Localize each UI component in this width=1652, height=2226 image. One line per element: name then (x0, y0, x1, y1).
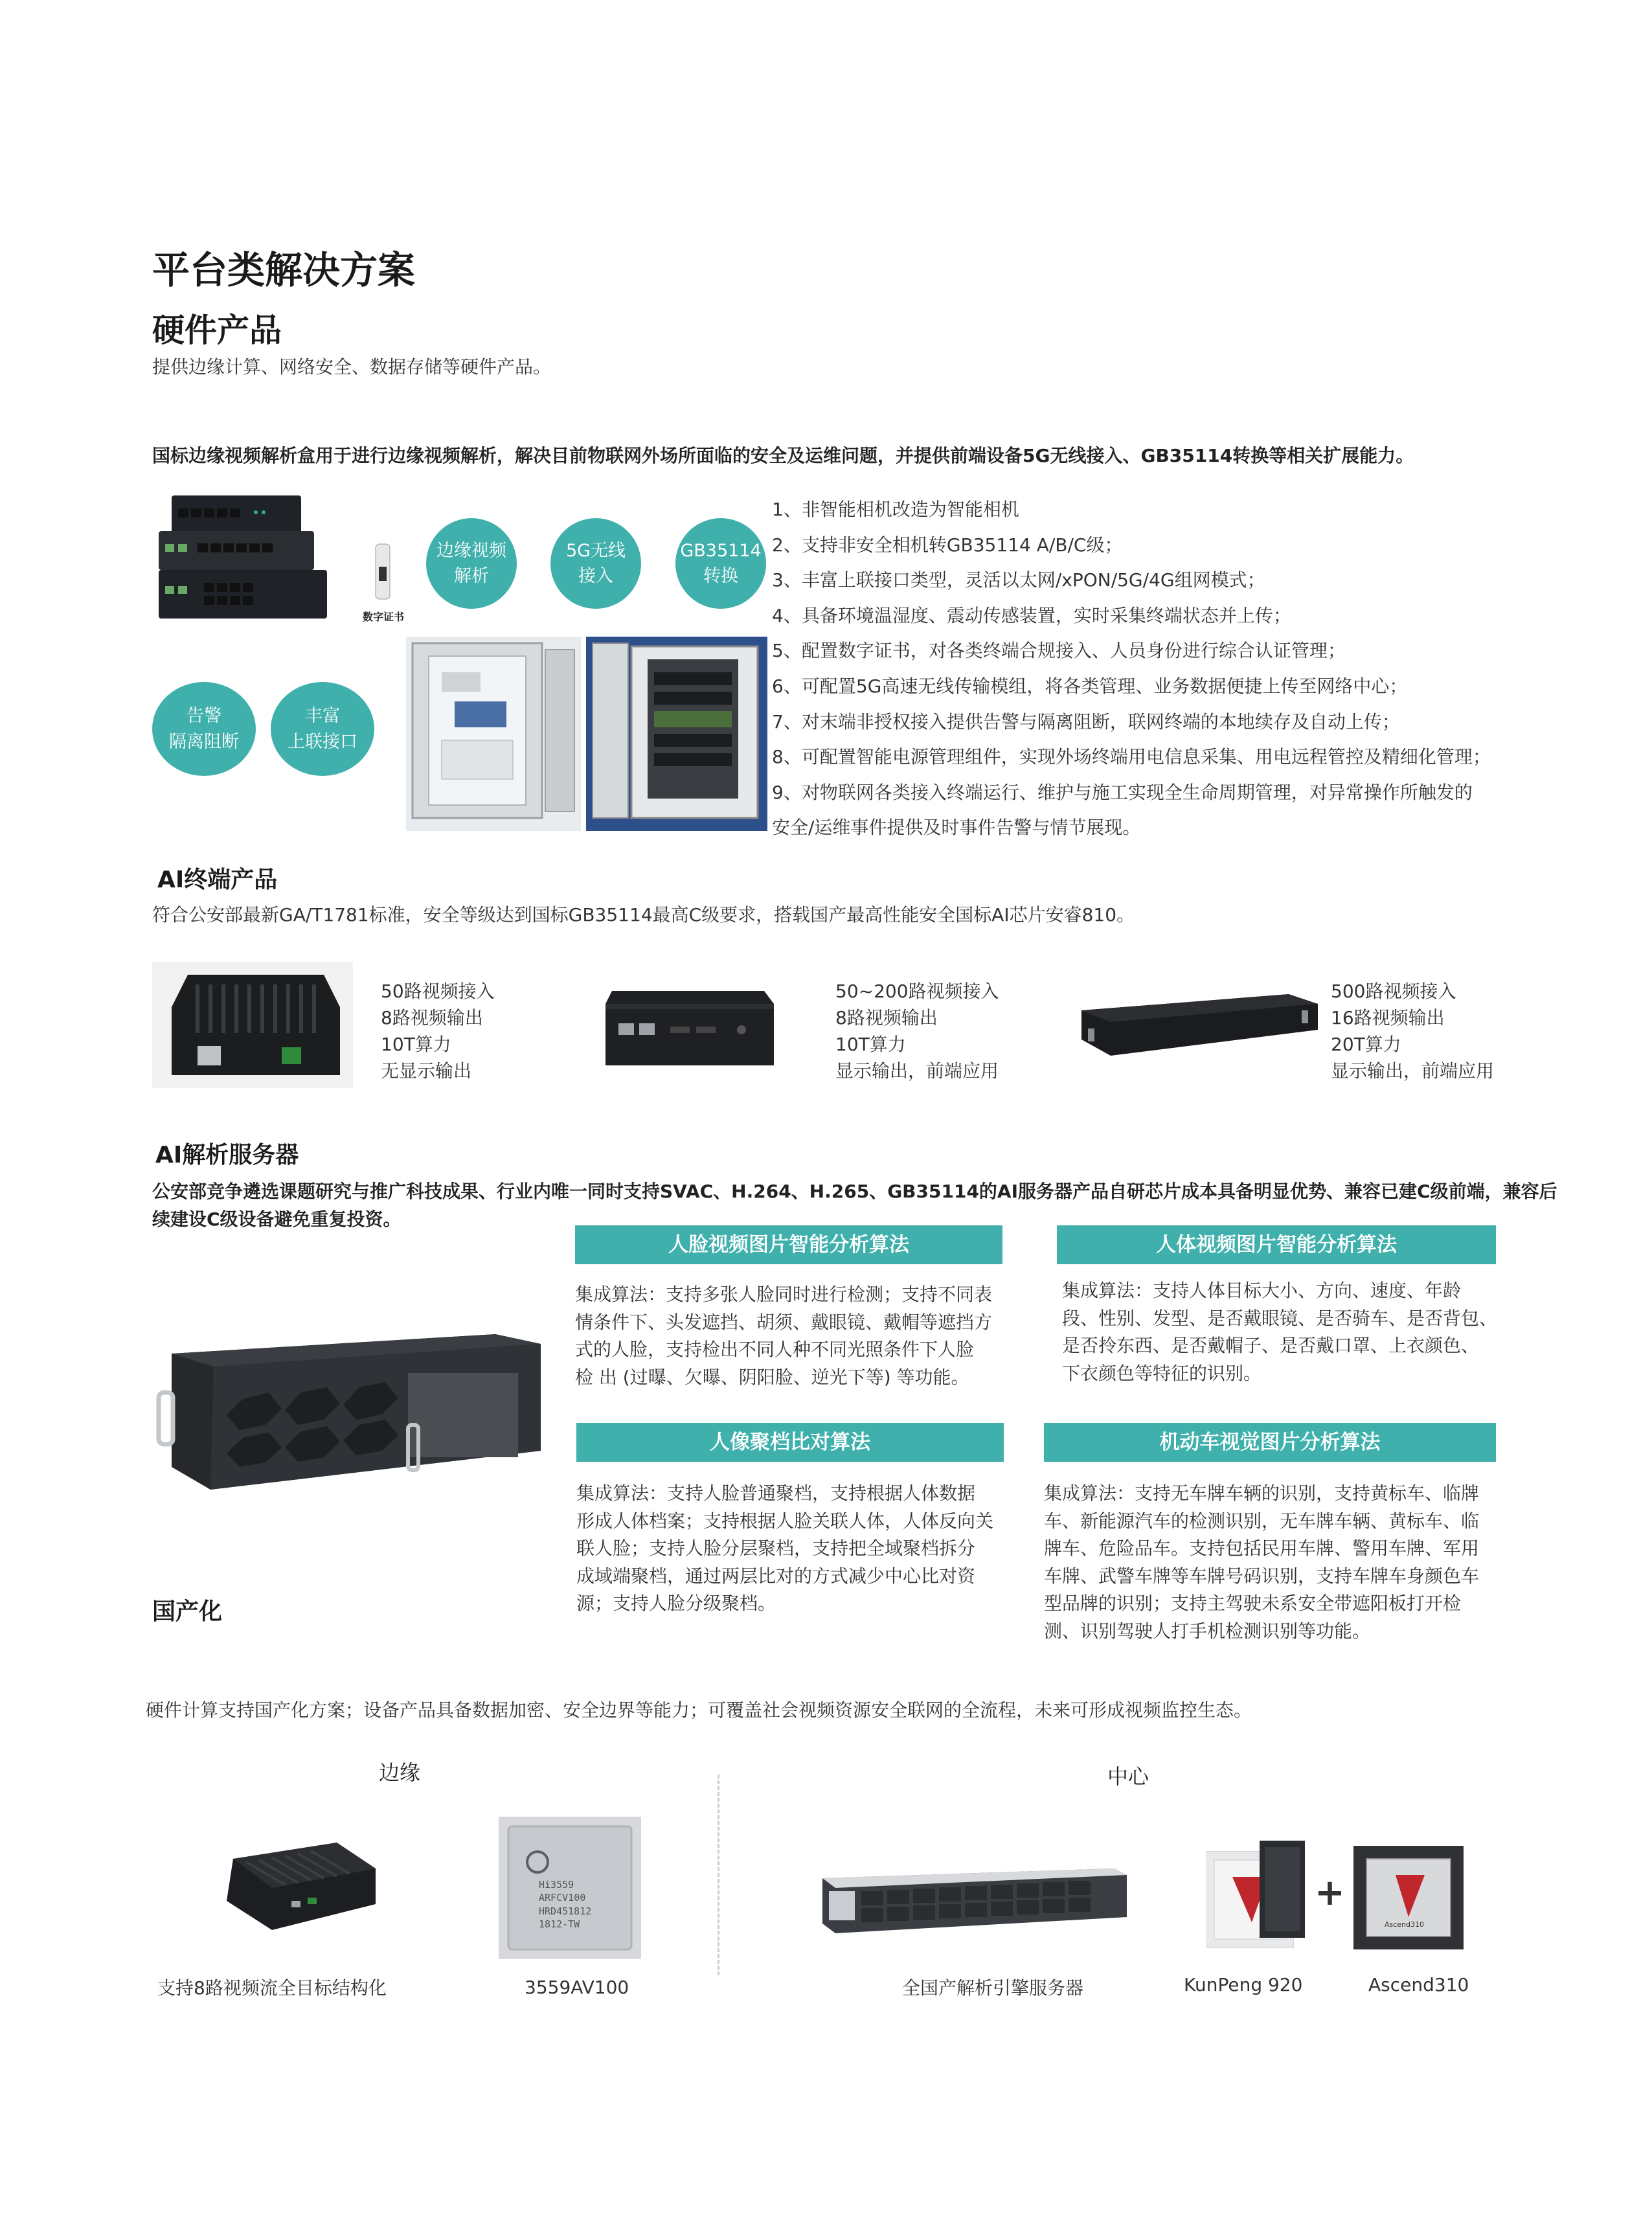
edge-box-image (214, 1833, 382, 1943)
feature-5: 5、配置数字证书，对各类终端合规接入、人员身份进行综合认证管理； (772, 640, 1346, 661)
ai-terminal-3-specs: 500路视频接入 16路视频输出 20T算力 显示输出，前端应用 (1331, 981, 1495, 1082)
caption-edge-box: 支持8路视频流全目标结构化 (157, 1977, 387, 1999)
ai-terminal-2-specs: 50~200路视频接入 8路视频输出 10T算力 显示输出，前端应用 (835, 981, 999, 1082)
badge-edge-video: 边缘视频 解析 (426, 518, 517, 609)
domestic-desc: 硬件计算支持国产化方案；设备产品具备数据加密、安全边界等能力；可覆盖社会视频资源安全联网的全流程，未来可形成视频监控生态。 (146, 1699, 1252, 1721)
ai-server-title: AI解析服务器 (155, 1142, 299, 1168)
ai-terminal-device-1-image (152, 962, 353, 1088)
plus-icon: + (1315, 1872, 1345, 1914)
badge-gb35114: GB35114 转换 (675, 518, 766, 609)
ai-server-desc: 公安部竞争遴选课题研究与推广科技成果、行业内唯一同时支持SVAC、H.264、H.265、GB35114的AI服务器产品自研芯片成本具备明显优势、兼容已建C级前端，兼容后 续建设C级设备避免重复投资。 (152, 1181, 1557, 1231)
badge-alarm-isolation: 告警 隔离阻断 (152, 682, 256, 776)
feature-9: 9、对物联网各类接入终端运行、维护与施工实现全生命周期管理，对异常操作所触发的 (772, 782, 1473, 803)
algo-face-title: 人脸视频图片智能分析算法 (575, 1225, 1002, 1264)
center-label: 中心 (1107, 1764, 1149, 1789)
caption-kunpeng: KunPeng 920 (1184, 1974, 1303, 1995)
caption-ascend: Ascend310 (1368, 1974, 1469, 1995)
feature-2: 2、支持非安全相机转GB35114 A/B/C级； (772, 534, 1123, 556)
cert-label: 数字证书 (363, 611, 405, 623)
algo-vehicle-title: 机动车视觉图片分析算法 (1044, 1423, 1496, 1462)
feature-3: 3、丰富上联接口类型，灵活以太网/xPON/5G/4G组网模式； (772, 569, 1265, 591)
cabinet-rack-image (586, 637, 767, 831)
algo-body-desc: 集成算法：支持人体目标大小、方向、速度、年龄 段、性别、发型、是否戴眼镜、是否骑车、是否背包、 是否拎东西、是否戴帽子、是否戴口罩、上衣颜色、 下衣颜色等特征的识别。 (1062, 1280, 1498, 1384)
feature-4: 4、具备环境温湿度、震动传感装置，实时采集终端状态并上传； (772, 605, 1291, 626)
algo-vehicle-desc: 集成算法：支持无车牌车辆的识别，支持黄标车、临牌 车、新能源汽车的检测识别，无车牌车辆、黄标车、临 牌车、危险品车。支持包括民用车牌、警用车牌、军用 车牌、武警车牌等车牌号码识别，支持车牌车身颜色车 型品牌的识别；支持主驾驶未系安全带遮阳板打开检 测、识别驾驶人打手机检测识别等功能。 (1044, 1482, 1480, 1642)
hardware-title: 硬件产品 (152, 312, 282, 349)
ai-server-image (152, 1328, 547, 1499)
ai-terminal-device-2-image (599, 978, 780, 1075)
feature-8: 8、可配置智能电源管理组件，实现外场终端用电信息采集、用电远程管控及精细化管理； (772, 746, 1491, 767)
caption-server: 全国产解析引擎服务器 (902, 1977, 1084, 1999)
section-divider (718, 1775, 719, 1975)
caption-edge-chip: 3559AV100 (525, 1977, 629, 1998)
edge-box-stack-image (152, 489, 405, 628)
hardware-intro: 国标边缘视频解析盒用于进行边缘视频解析，解决目前物联网外场所面临的安全及运维问题，并提供前端设备5G无线接入、GB35114转换等相关扩展能力。 (152, 445, 1414, 466)
page-title: 平台类解决方案 (152, 248, 416, 292)
algo-face-desc: 集成算法：支持多张人脸同时进行检测；支持不同表 情条件下、头发遮挡、胡须、戴眼镜、戴帽等遮挡方 式的人脸，支持检出不同人种不同光照条件下人脸 检 出 (过曝、欠曝、阴阳脸、逆光下等) 等功能。 (575, 1284, 993, 1388)
domestic-server-image (816, 1865, 1133, 1940)
ai-terminal-desc: 符合公安部最新GA/T1781标准，安全等级达到国标GB35114最高C级要求，搭载国产最高性能安全国标AI芯片安睿810。 (152, 904, 1135, 926)
hardware-subtitle: 提供边缘计算、网络安全、数据存储等硬件产品。 (152, 356, 552, 378)
algo-portrait-desc: 集成算法：支持人脸普通聚档，支持根据人体数据 形成人体档案；支持根据人脸关联人体，人体反向关 联人脸；支持人脸分层聚档，支持把全域聚档拆分 成域端聚档，通过两层比对的方式减少中心比对资 源；支持人脸分级聚档。 (576, 1482, 994, 1615)
domestic-title: 国产化 (152, 1598, 223, 1625)
ai-terminal-1-specs: 50路视频接入 8路视频输出 10T算力 无显示输出 (381, 981, 495, 1082)
badge-uplink-ports: 丰富 上联接口 (271, 682, 374, 776)
feature-6: 6、可配置5G高速无线传输模组，将各类管理、业务数据便捷上传至网络中心； (772, 676, 1408, 697)
algo-portrait-title: 人像聚档比对算法 (576, 1423, 1004, 1462)
feature-1: 1、非智能相机改造为智能相机 (772, 499, 1019, 520)
outdoor-cabinet-image (406, 637, 581, 831)
ascend-chip-image (1353, 1846, 1464, 1949)
edge-label: 边缘 (379, 1760, 421, 1785)
ai-terminal-device-3-image (1075, 991, 1321, 1062)
badge-5g-wireless: 5G无线 接入 (550, 518, 641, 609)
algo-body-title: 人体视频图片智能分析算法 (1057, 1225, 1496, 1264)
feature-7: 7、对末端非授权接入提供告警与隔离阻断，联网终端的本地续存及自动上传； (772, 711, 1400, 733)
ascend-chip-text: Ascend310 (1385, 1920, 1425, 1929)
ai-terminal-title: AI终端产品 (157, 867, 278, 893)
edge-chip-text: Hi3559 ARFCV100 HRD451812 1812-TW (539, 1879, 592, 1930)
kunpeng-board-image (1260, 1841, 1305, 1938)
feature-9-cont: 安全/运维事件提供及时事件告警与情节展现。 (772, 817, 1141, 838)
